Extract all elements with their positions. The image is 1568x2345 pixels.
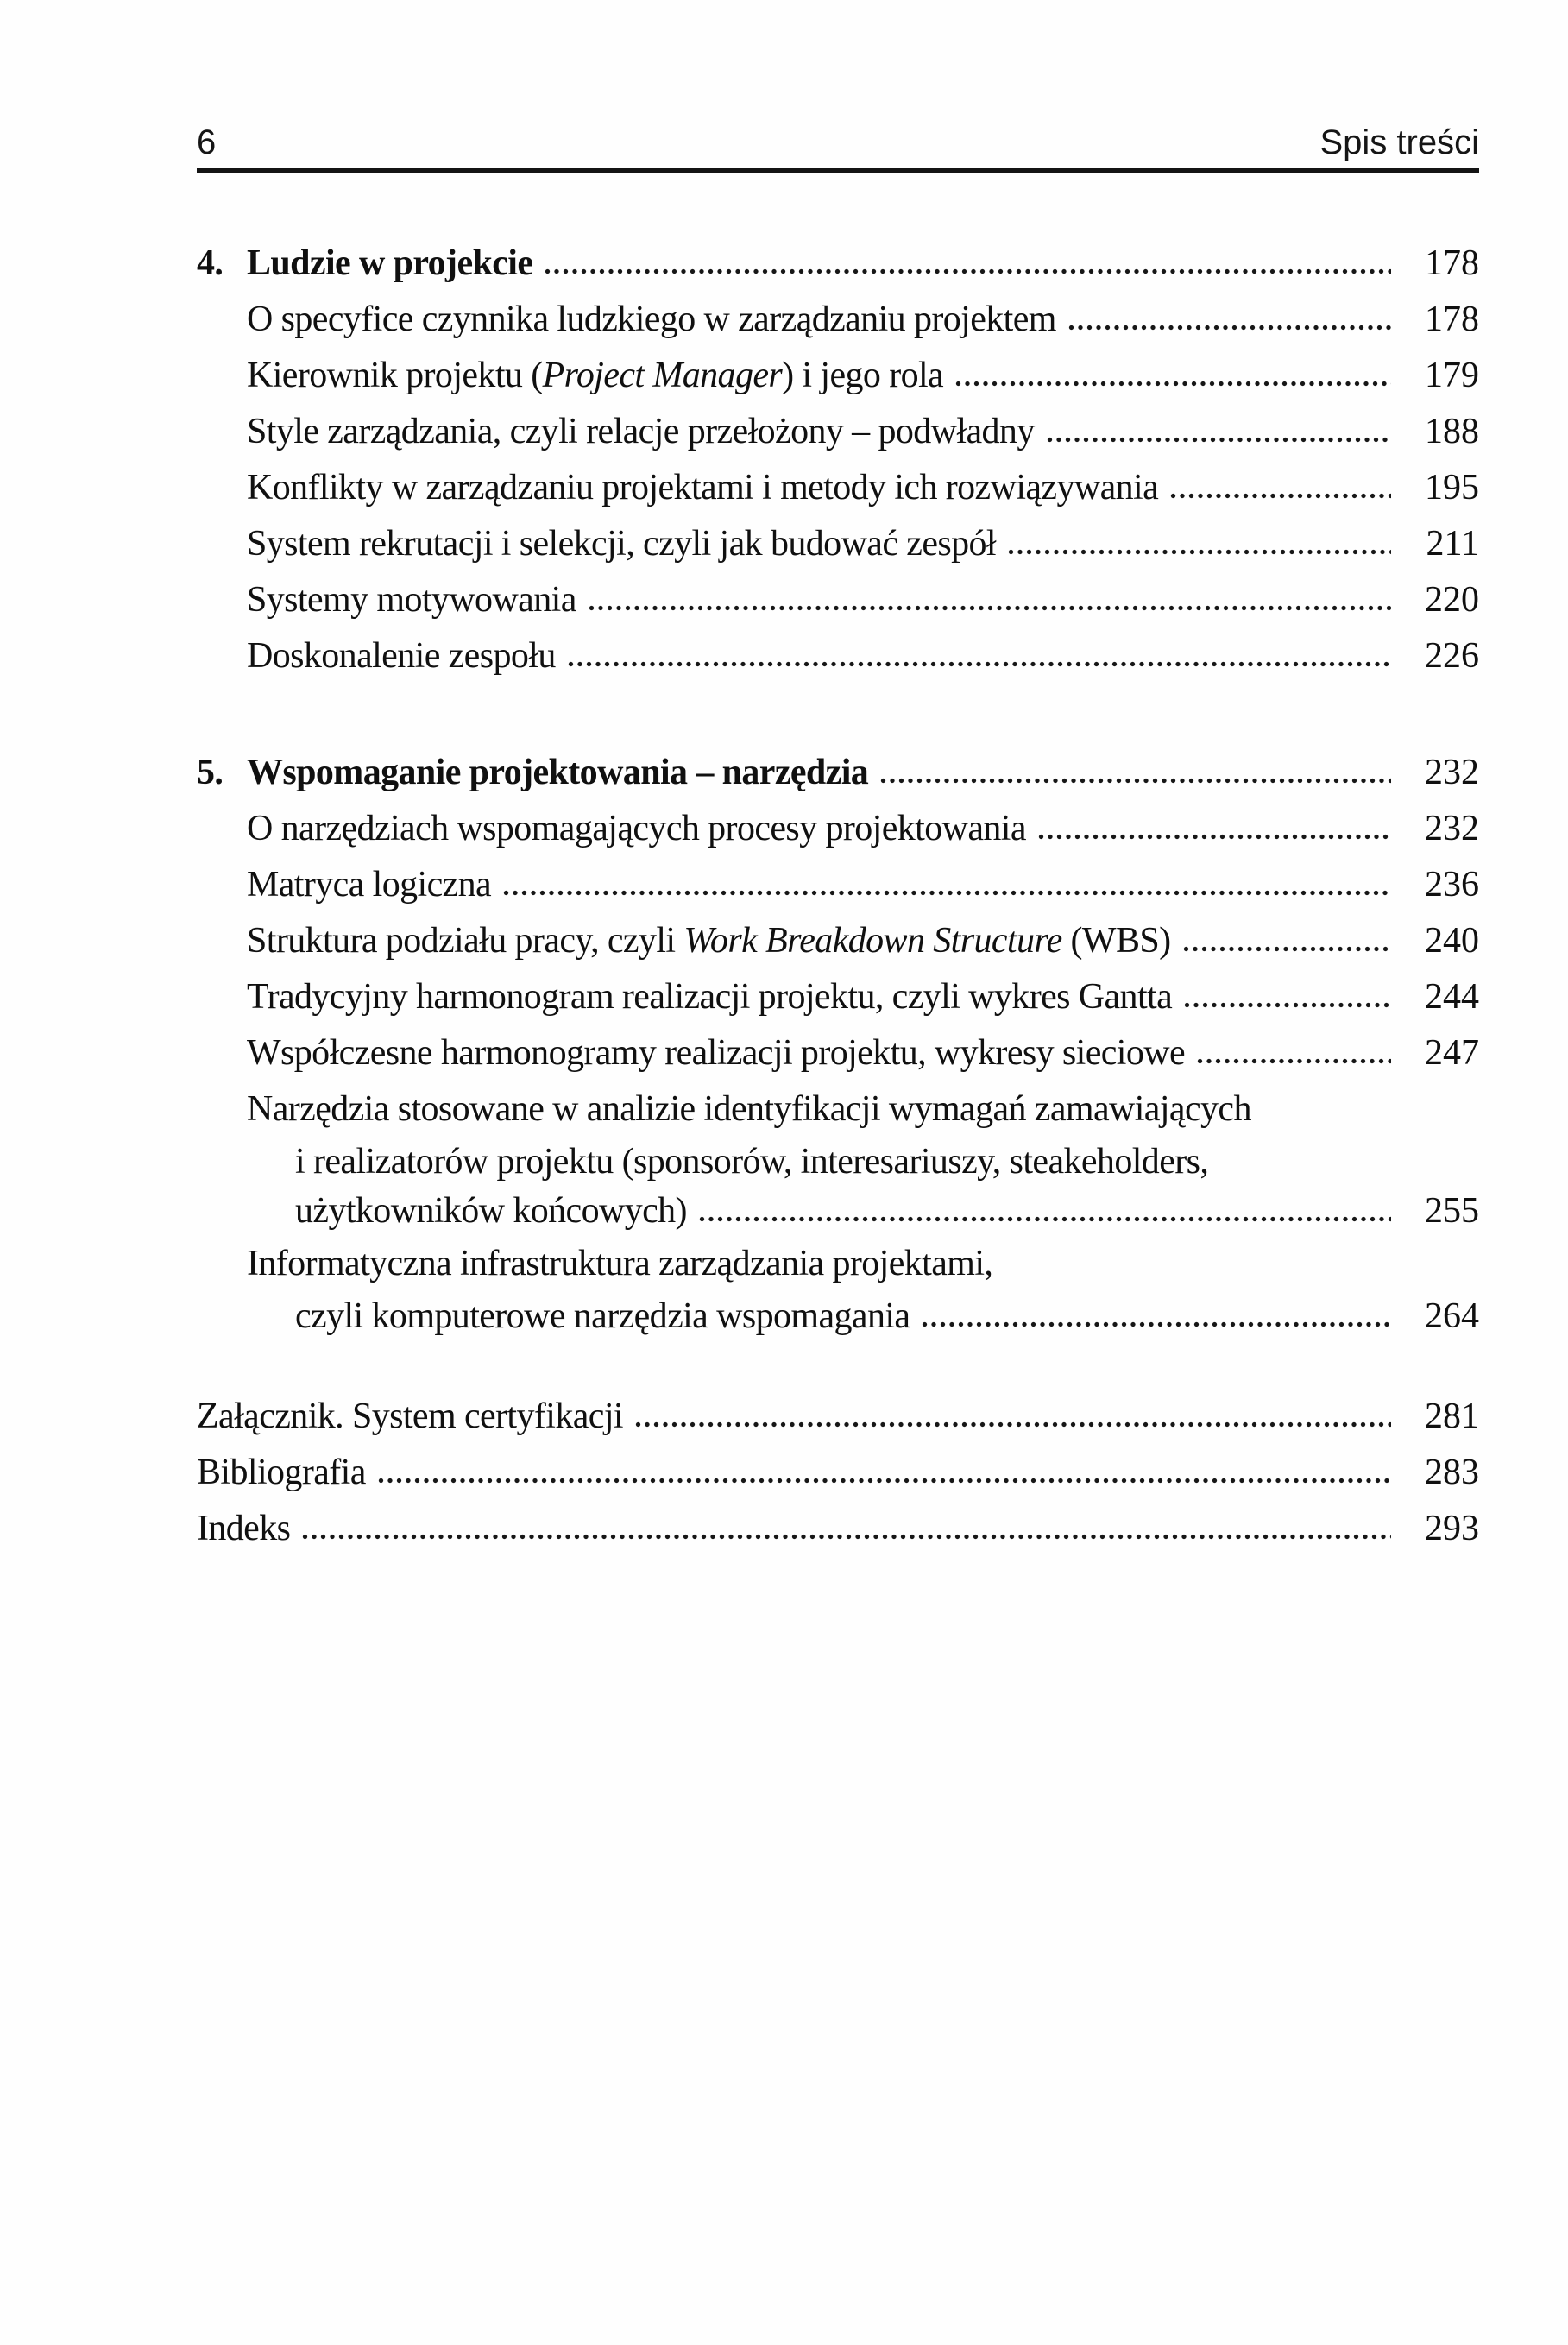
dot-leader bbox=[589, 605, 1391, 611]
entry-line bbox=[247, 969, 1479, 1025]
entry-body bbox=[247, 745, 1479, 801]
entry-title: System rekrutacji i selekcji, czyli jak budować zespół bbox=[247, 524, 996, 564]
dot-leader bbox=[922, 1321, 1391, 1327]
dot-leader bbox=[1197, 1058, 1391, 1064]
entry-line bbox=[247, 1138, 1479, 1187]
toc-entry bbox=[197, 292, 1479, 348]
entry-line bbox=[247, 801, 1479, 857]
toc-entry bbox=[197, 460, 1479, 516]
dot-leader bbox=[1047, 437, 1391, 443]
dot-leader bbox=[1184, 1002, 1391, 1008]
entry-body bbox=[247, 572, 1479, 628]
entry-body bbox=[197, 1445, 1479, 1501]
entry-title: Narzędzia stosowane w analizie identyfikacji wymagań zamawiających bbox=[247, 1089, 1251, 1129]
dot-leader bbox=[1170, 493, 1391, 499]
entry-title: Załącznik. System certyfikacji bbox=[197, 1396, 623, 1436]
entry-title: O specyfice czynnika ludzkiego w zarządzaniu projektem bbox=[247, 299, 1056, 339]
page-number: 255 bbox=[1425, 1191, 1479, 1231]
page-number: 178 bbox=[1425, 299, 1479, 339]
page-number: 179 bbox=[1425, 356, 1479, 395]
page-number: 236 bbox=[1425, 865, 1479, 905]
page-number: 283 bbox=[1425, 1453, 1479, 1492]
running-head bbox=[197, 0, 1479, 173]
dot-leader bbox=[1008, 549, 1391, 555]
entry-line bbox=[247, 460, 1479, 516]
entry-line bbox=[247, 348, 1479, 404]
page-number: 188 bbox=[1425, 412, 1479, 451]
toc-entry bbox=[197, 745, 1479, 801]
toc-entry bbox=[197, 572, 1479, 628]
toc-entry bbox=[197, 1389, 1479, 1445]
toc-entry bbox=[197, 628, 1479, 684]
dot-leader bbox=[1068, 325, 1391, 331]
table-of-contents bbox=[197, 236, 1479, 1557]
dot-leader bbox=[545, 268, 1391, 274]
toc-entry bbox=[197, 1236, 1479, 1341]
entry-line bbox=[247, 913, 1479, 969]
entry-title: czyli komputerowe narzędzia wspomagania bbox=[295, 1296, 910, 1336]
entry-body bbox=[247, 404, 1479, 460]
dot-leader bbox=[568, 661, 1391, 667]
page-number: 232 bbox=[1425, 809, 1479, 848]
entry-title: Ludzie w projekcie bbox=[247, 243, 533, 283]
entry-title: Konflikty w zarządzaniu projektami i metody ich rozwiązywania bbox=[247, 468, 1159, 507]
entry-title: O narzędziach wspomagających procesy projektowania bbox=[247, 809, 1026, 848]
dot-leader bbox=[503, 890, 1391, 896]
entry-title: Bibliografia bbox=[197, 1453, 366, 1492]
toc-entry bbox=[197, 913, 1479, 969]
page-number: 247 bbox=[1425, 1033, 1479, 1073]
dot-leader bbox=[699, 1216, 1391, 1222]
entry-title: Wspomaganie projektowania – narzędzia bbox=[247, 753, 869, 792]
entry-title: Informatyczna infrastruktura zarządzania projektami, bbox=[247, 1244, 993, 1283]
page-number: 178 bbox=[1425, 243, 1479, 283]
chapter-number: 4. bbox=[197, 243, 224, 283]
page-number: 195 bbox=[1425, 468, 1479, 507]
entry-body bbox=[247, 1081, 1479, 1236]
entry-line bbox=[197, 1445, 1479, 1501]
entry-title: Matryca logiczna bbox=[247, 865, 492, 905]
dot-leader bbox=[880, 778, 1391, 784]
toc-entry bbox=[197, 1445, 1479, 1501]
entry-line bbox=[247, 745, 1479, 801]
dot-leader bbox=[378, 1478, 1391, 1484]
entry-title: użytkowników końcowych) bbox=[295, 1191, 687, 1231]
entry-line bbox=[247, 236, 1479, 292]
page-number: 211 bbox=[1426, 524, 1479, 564]
entry-title: Tradycyjny harmonogram realizacji projektu, czyli wykres Gantta bbox=[247, 977, 1173, 1017]
entry-line bbox=[247, 572, 1479, 628]
dot-leader bbox=[635, 1421, 1391, 1428]
page-number: 281 bbox=[1425, 1396, 1479, 1436]
toc-entry bbox=[197, 1025, 1479, 1081]
toc-entry bbox=[197, 801, 1479, 857]
entry-line bbox=[247, 857, 1479, 913]
entry-line bbox=[247, 628, 1479, 684]
entry-body bbox=[247, 1236, 1479, 1341]
entry-line bbox=[247, 516, 1479, 572]
entry-line bbox=[247, 404, 1479, 460]
entry-title: Współczesne harmonogramy realizacji projektu, wykresy sieciowe bbox=[247, 1033, 1186, 1073]
entry-line bbox=[247, 1187, 1479, 1236]
entry-line bbox=[247, 292, 1479, 348]
dot-leader bbox=[955, 381, 1391, 387]
entry-title: Systemy motywowania bbox=[247, 580, 576, 620]
toc-entry bbox=[197, 1081, 1479, 1236]
entry-body bbox=[247, 516, 1479, 572]
entry-line bbox=[247, 1236, 1479, 1292]
toc-entry bbox=[197, 516, 1479, 572]
entry-title: Style zarządzania, czyli relacje przełożony – podwładny bbox=[247, 412, 1035, 451]
entry-body bbox=[197, 1501, 1479, 1557]
page-number: 244 bbox=[1425, 977, 1479, 1017]
entry-line bbox=[247, 1081, 1479, 1138]
entry-body bbox=[197, 1389, 1479, 1445]
dot-leader bbox=[1183, 946, 1391, 952]
entry-body bbox=[247, 460, 1479, 516]
entry-title: Doskonalenie zespołu bbox=[247, 636, 556, 676]
page-number: 226 bbox=[1425, 636, 1479, 676]
page-number: 240 bbox=[1425, 921, 1479, 961]
entry-line bbox=[247, 1025, 1479, 1081]
entry-line bbox=[247, 1292, 1479, 1341]
folio-page-number: 6 bbox=[197, 123, 217, 161]
toc-entry bbox=[197, 969, 1479, 1025]
entry-body bbox=[247, 292, 1479, 348]
entry-body bbox=[247, 801, 1479, 857]
running-head-title: Spis treści bbox=[1319, 123, 1479, 161]
entry-body bbox=[247, 969, 1479, 1025]
entry-line bbox=[197, 1501, 1479, 1557]
entry-body bbox=[247, 1025, 1479, 1081]
page-number: 293 bbox=[1425, 1509, 1479, 1548]
entry-body bbox=[247, 628, 1479, 684]
toc-entry bbox=[197, 236, 1479, 292]
entry-line bbox=[197, 1389, 1479, 1445]
entry-title: Indeks bbox=[197, 1509, 291, 1548]
entry-body bbox=[247, 913, 1479, 969]
toc-entry bbox=[197, 348, 1479, 404]
dot-leader bbox=[302, 1534, 1391, 1540]
toc-entry bbox=[197, 857, 1479, 913]
entry-title: Struktura podziału pracy, czyli Work Breakdown Structure (WBS) bbox=[247, 921, 1171, 961]
entry-body bbox=[247, 348, 1479, 404]
entry-title: i realizatorów projektu (sponsorów, interesariuszy, steakeholders, bbox=[295, 1142, 1209, 1182]
entry-body bbox=[247, 236, 1479, 292]
page-number: 264 bbox=[1425, 1296, 1479, 1336]
page-number: 232 bbox=[1425, 753, 1479, 792]
entry-title: Kierownik projektu (Project Manager) i jego rola bbox=[247, 356, 944, 395]
page-content bbox=[197, 0, 1479, 1557]
entry-body bbox=[247, 857, 1479, 913]
toc-entry bbox=[197, 404, 1479, 460]
page-number: 220 bbox=[1425, 580, 1479, 620]
dot-leader bbox=[1038, 834, 1391, 840]
toc-entry bbox=[197, 1501, 1479, 1557]
chapter-number: 5. bbox=[197, 753, 224, 792]
